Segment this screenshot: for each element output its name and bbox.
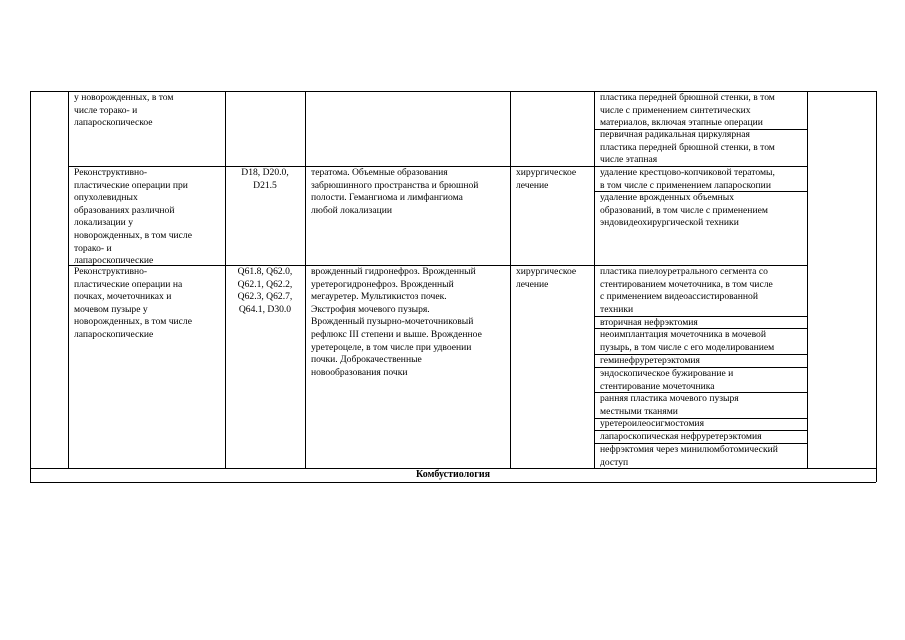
row-0-method-2: первичная радикальная циркулярная пластика передней брюшной стенки, в том числе этапная: [600, 129, 775, 166]
table-border-bottom: [30, 482, 876, 483]
row-2-method-6: ранняя пластика мочевого пузыря местными тканями: [600, 393, 739, 417]
column-divider-3: [305, 91, 306, 468]
row-2-method-7: уретероилеосигмостомия: [600, 418, 704, 429]
row-1-model: тератома. Объемные образования забрюшинного пространства и брюшной полости. Гемангиома и лимфангиома любой локализации: [311, 167, 479, 216]
row-2-method-1: пластика пиелоуретрального сегмента со стентированием мочеточника, в том числе с применением видеоассистированной техники: [600, 266, 773, 315]
row-1-codes: D18, D20.0, D21.5: [241, 167, 289, 191]
row-2-treatment: хирургическое лечение: [516, 266, 577, 290]
row-0-name: у новорожденных, в том числе торако- и лапароскопическое: [74, 92, 174, 129]
column-divider-4: [510, 91, 511, 468]
section-title: Комбустиология: [416, 469, 490, 480]
table-border-left: [30, 91, 31, 482]
row-2-method-4: геминефруретерэктомия: [600, 355, 700, 366]
row-1-method-1: удаление крестцово-копчиковой тератомы, в том числе с применением лапароскопии: [600, 167, 775, 191]
row-1-name: Реконструктивно- пластические операции при опухолевидных образованиях различной локализации у новорожденных, в том числе торако- и лапароскопические: [74, 167, 192, 267]
row-2-method-9: нефрэктомия через минилюмботомический доступ: [600, 444, 778, 468]
row-2-method-5: эндоскопическое бужирование и стентирование мочеточника: [600, 368, 734, 392]
column-divider-6: [807, 91, 808, 468]
column-divider-1: [68, 91, 69, 468]
row-2-method-2: вторичная нефрэктомия: [600, 317, 698, 328]
column-divider-5: [594, 91, 595, 468]
row-2-name: Реконструктивно- пластические операции на почках, мочеточниках и мочевом пузыре у новорожденных, в том числе лапароскопические: [74, 266, 192, 340]
row-1-method-2: удаление врожденных объемных образований, в том числе с применением эндовидеохирургической техники: [600, 192, 768, 229]
table-border-right: [876, 91, 877, 482]
row-0-method-1: пластика передней брюшной стенки, в том числе с применением синтетических материалов, включая этапные операции: [600, 92, 775, 129]
row-2-model: врожденный гидронефроз. Врожденный уретерогидронефроз. Врожденный мегауретер. Мультикистоз почек. Экстрофия мочевого пузыря. Врожденный пузырно-мочеточниковый рефлюкс III степени и выше. Врожденное уретероцеле, в том числе при удвоении почки. Доброкачественные новообразования почки: [311, 266, 482, 378]
row-1-treatment: хирургическое лечение: [516, 167, 577, 191]
row-2-codes: Q61.8, Q62.0, Q62.1, Q62.2, Q62.3, Q62.7, Q64.1, D30.0: [237, 266, 293, 315]
row-2-method-8: лапароскопическая нефруретерэктомия: [600, 431, 762, 442]
row-2-method-3: неоимплантация мочеточника в мочевой пузырь, в том числе с его моделированием: [600, 329, 775, 353]
